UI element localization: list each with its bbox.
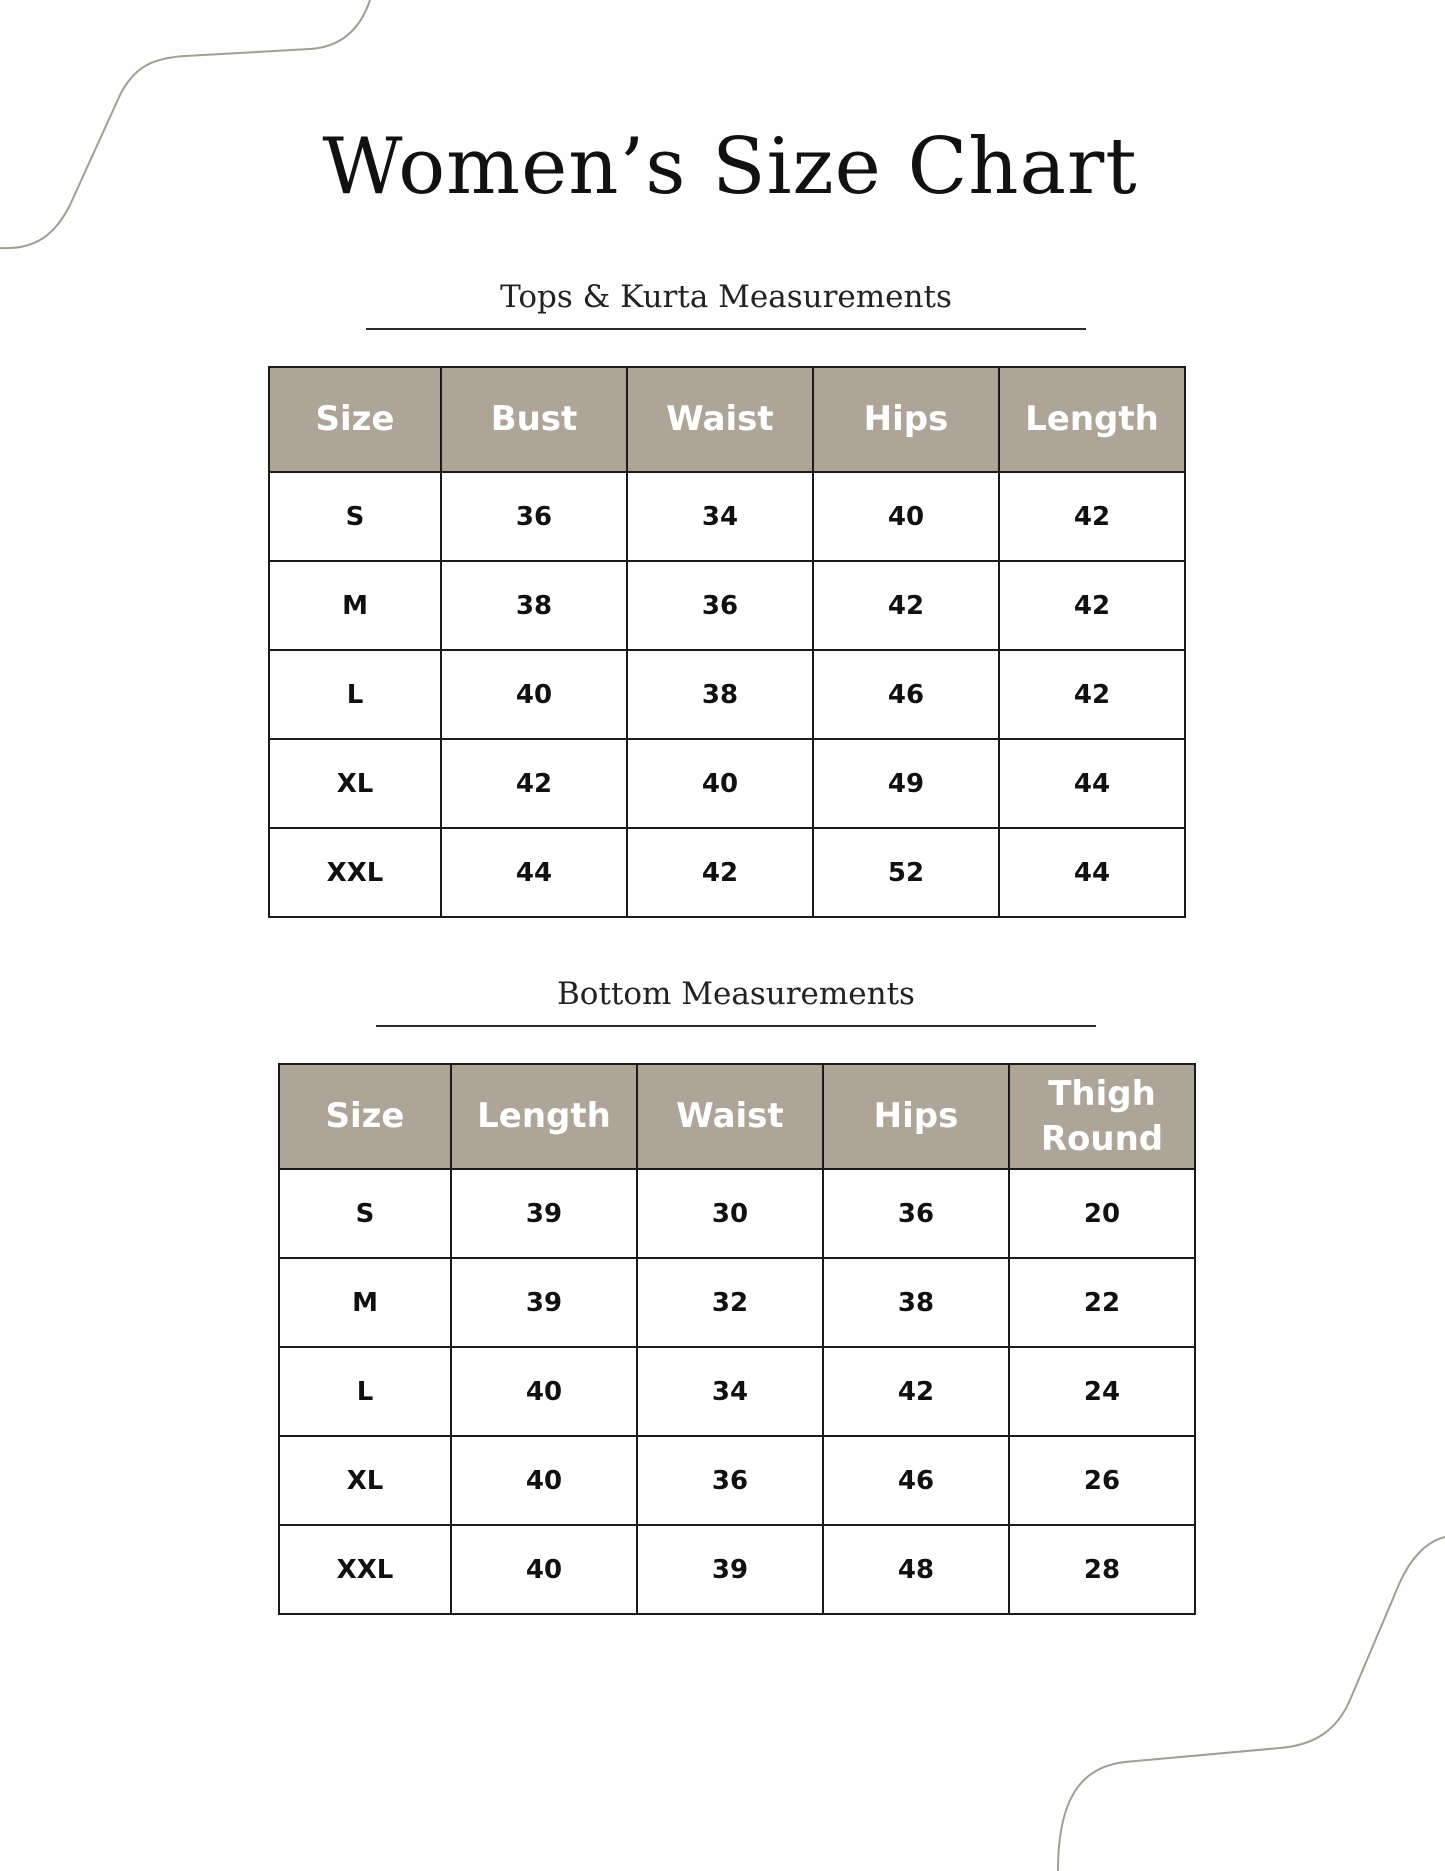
- bottoms-table-cell: 39: [637, 1525, 823, 1614]
- bottoms-table-cell: S: [279, 1169, 451, 1258]
- bottoms-table-cell: 32: [637, 1258, 823, 1347]
- tops-table-cell: 42: [627, 828, 813, 917]
- tops-table-cell: 42: [999, 561, 1185, 650]
- tops-table-cell: 42: [999, 650, 1185, 739]
- bottoms-table-row: [279, 1347, 1195, 1436]
- bottoms-table-cell: 39: [451, 1258, 637, 1347]
- bottoms-table-cell: 40: [451, 1436, 637, 1525]
- tops-table-cell: 42: [999, 472, 1185, 561]
- bottoms-section-title: Bottom Measurements: [557, 976, 915, 1012]
- bottoms-table-row: [279, 1525, 1195, 1614]
- page-title: Women’s Size Chart: [322, 122, 1138, 212]
- tops-table-cell: 44: [999, 739, 1185, 828]
- tops-table-cell: 49: [813, 739, 999, 828]
- bottoms-table-cell: 40: [451, 1347, 637, 1436]
- bottoms-table-cell: 22: [1009, 1258, 1195, 1347]
- bottoms-table-row: [279, 1436, 1195, 1525]
- tops-size-table: [268, 366, 1186, 918]
- tops-table-cell: M: [269, 561, 441, 650]
- tops-header-row: [269, 367, 1185, 472]
- bottoms-table-cell: 30: [637, 1169, 823, 1258]
- bottoms-title-underline: [376, 1025, 1096, 1027]
- tops-table-cell: 34: [627, 472, 813, 561]
- bottoms-header-cell: Length: [451, 1064, 637, 1169]
- tops-table-cell: 44: [999, 828, 1185, 917]
- tops-table-cell: 42: [813, 561, 999, 650]
- tops-table-cell: XL: [269, 739, 441, 828]
- tops-table-cell: 40: [813, 472, 999, 561]
- bottoms-table-cell: XXL: [279, 1525, 451, 1614]
- tops-table-cell: 40: [441, 650, 627, 739]
- tops-table-cell: L: [269, 650, 441, 739]
- tops-header-cell: Length: [999, 367, 1185, 472]
- tops-table-cell: 46: [813, 650, 999, 739]
- bottoms-table-cell: 40: [451, 1525, 637, 1614]
- tops-table-cell: 44: [441, 828, 627, 917]
- tops-table-row: [269, 828, 1185, 917]
- tops-table-cell: 36: [441, 472, 627, 561]
- bottoms-table-cell: XL: [279, 1436, 451, 1525]
- bottoms-table-row: [279, 1258, 1195, 1347]
- bottoms-header-cell: Waist: [637, 1064, 823, 1169]
- bottoms-table-cell: 24: [1009, 1347, 1195, 1436]
- tops-table-row: [269, 739, 1185, 828]
- tops-table-row: [269, 561, 1185, 650]
- bottoms-table-cell: 36: [637, 1436, 823, 1525]
- bottoms-size-table: [278, 1063, 1196, 1615]
- tops-table-cell: 38: [441, 561, 627, 650]
- bottoms-table-cell: M: [279, 1258, 451, 1347]
- tops-table-cell: 38: [627, 650, 813, 739]
- tops-header-cell: Size: [269, 367, 441, 472]
- bottoms-header-row: [279, 1064, 1195, 1169]
- tops-header-cell: Bust: [441, 367, 627, 472]
- bottoms-table-cell: 36: [823, 1169, 1009, 1258]
- tops-table-cell: 40: [627, 739, 813, 828]
- tops-table-row: [269, 472, 1185, 561]
- tops-header-cell: Waist: [627, 367, 813, 472]
- bottoms-header-cell: Size: [279, 1064, 451, 1169]
- bottoms-table-cell: 28: [1009, 1525, 1195, 1614]
- bottoms-table-cell: 26: [1009, 1436, 1195, 1525]
- bottoms-table-cell: 34: [637, 1347, 823, 1436]
- bottoms-header-cell: Hips: [823, 1064, 1009, 1169]
- tops-header-cell: Hips: [813, 367, 999, 472]
- tops-title-underline: [366, 328, 1086, 330]
- tops-table-cell: XXL: [269, 828, 441, 917]
- tops-table-row: [269, 650, 1185, 739]
- bottoms-header-cell: Thigh Round: [1009, 1064, 1195, 1169]
- tops-table-cell: 52: [813, 828, 999, 917]
- bottoms-table-cell: 46: [823, 1436, 1009, 1525]
- bottoms-table-cell: 20: [1009, 1169, 1195, 1258]
- bottoms-table-cell: 42: [823, 1347, 1009, 1436]
- bottoms-table-cell: 48: [823, 1525, 1009, 1614]
- tops-table-cell: 36: [627, 561, 813, 650]
- tops-section-title: Tops & Kurta Measurements: [500, 279, 952, 315]
- bottoms-table-cell: 38: [823, 1258, 1009, 1347]
- top-left-curve: [0, 0, 370, 248]
- tops-table-cell: 42: [441, 739, 627, 828]
- bottoms-table-cell: L: [279, 1347, 451, 1436]
- bottoms-table-cell: 39: [451, 1169, 637, 1258]
- bottoms-table-row: [279, 1169, 1195, 1258]
- tops-table-cell: S: [269, 472, 441, 561]
